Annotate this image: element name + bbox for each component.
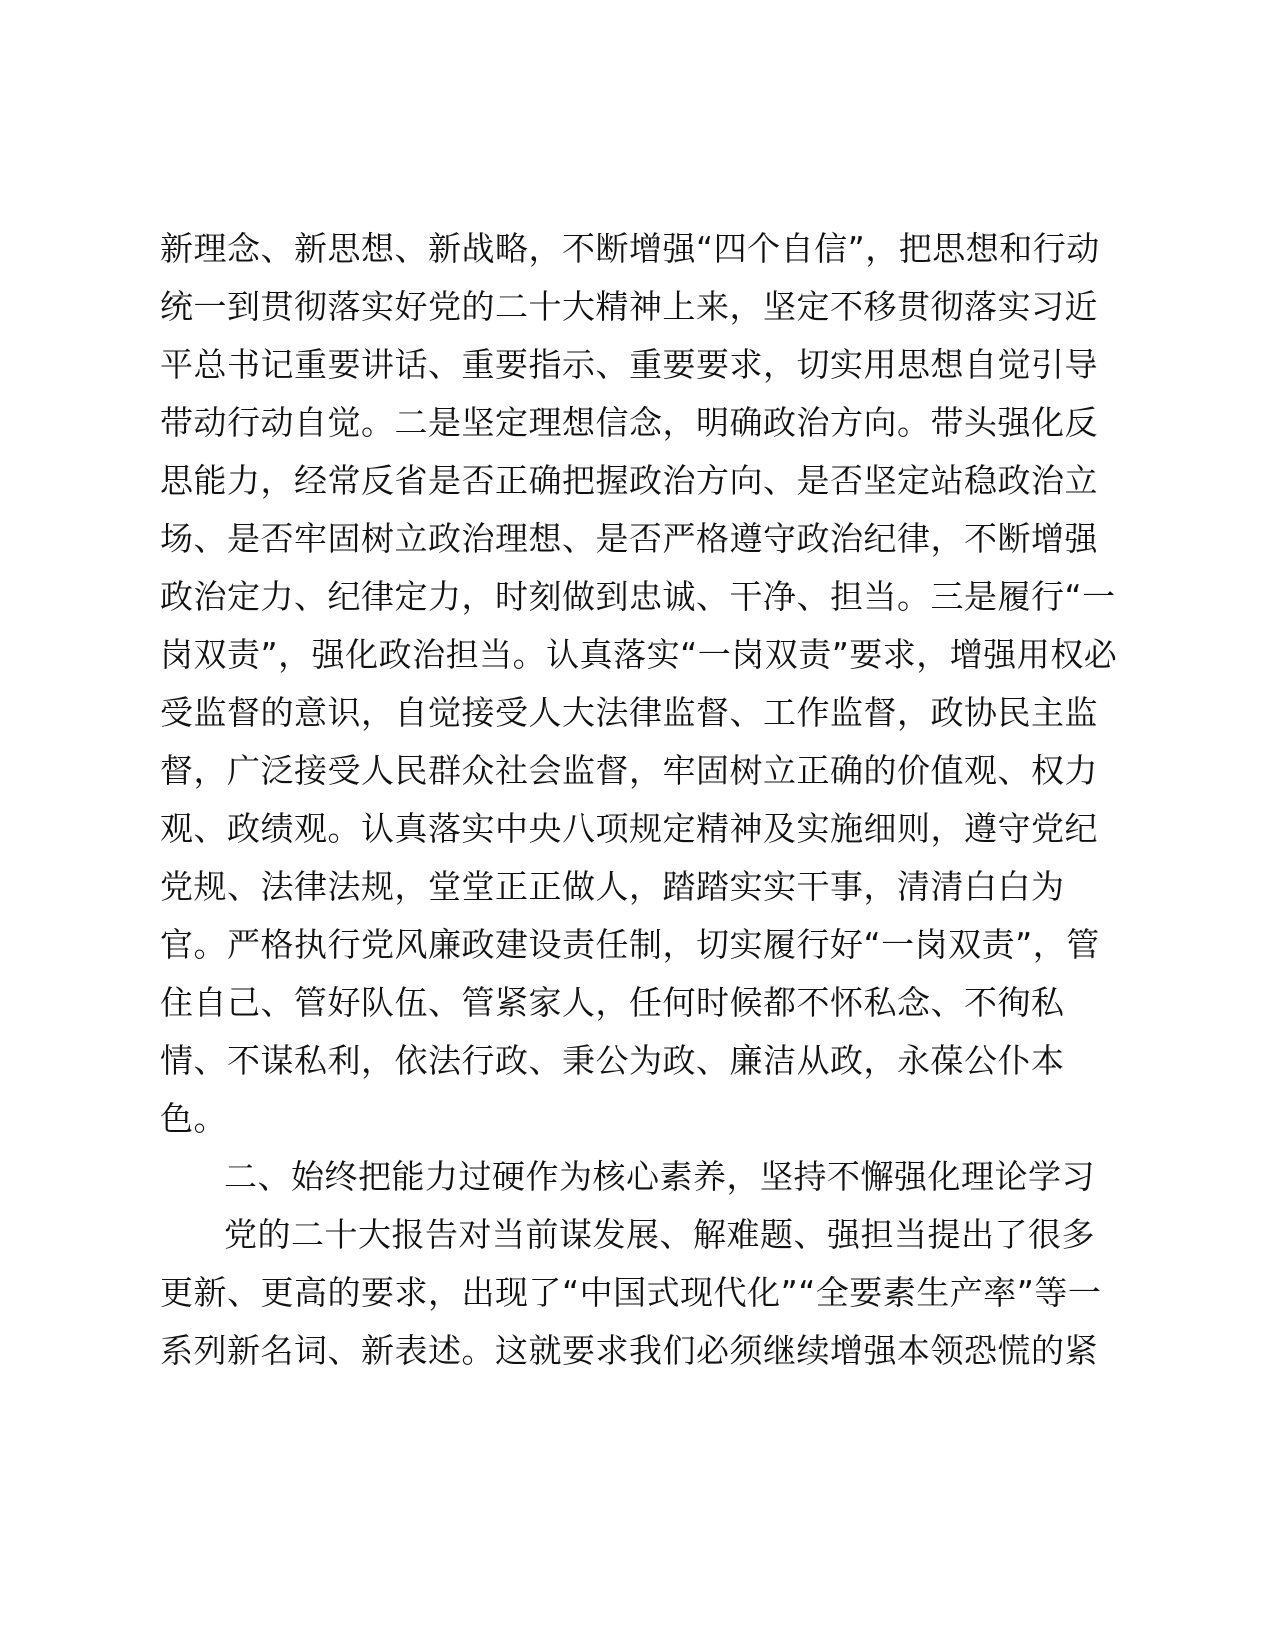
paragraph-line: 更新、更高的要求，出现了“中国式现代化”“全要素生产率”等一 xyxy=(160,1273,1102,1312)
paragraph-line: 官。严格执行党风廉政建设责任制，切实履行好“一岗双责”，管 xyxy=(160,925,1100,964)
paragraph-line: 思能力，经常反省是否正确把握政治方向、是否坚定站稳政治立 xyxy=(160,461,1098,500)
section-heading: 二、始终把能力过硬作为核心素养，坚持不懈强化理论学习 xyxy=(224,1157,1095,1196)
paragraph-line: 情、不谋私利，依法行政、秉公为政、廉洁从政，永葆公仆本 xyxy=(160,1041,1065,1080)
paragraph-line: 党规、法律法规，堂堂正正做人，踏踏实实干事，清清白白为 xyxy=(160,867,1065,906)
paragraph-line: 受监督的意识，自觉接受人大法律监督、工作监督，政协民主监 xyxy=(160,693,1098,732)
paragraph-line: 平总书记重要讲话、重要指示、重要要求，切实用思想自觉引导 xyxy=(160,345,1098,384)
paragraph-line: 新理念、新思想、新战略，不断增强“四个自信”，把思想和行动 xyxy=(160,229,1100,268)
paragraph-line: 场、是否牢固树立政治理想、是否严格遵守政治纪律，不断增强 xyxy=(160,519,1098,558)
paragraph-line: 督，广泛接受人民群众社会监督，牢固树立正确的价值观、权力 xyxy=(160,751,1098,790)
paragraph-line: 观、政绩观。认真落实中央八项规定精神及实施细则，遵守党纪 xyxy=(160,809,1098,848)
paragraph-line: 政治定力、纪律定力，时刻做到忠诚、干净、担当。三是履行“一 xyxy=(160,577,1116,616)
paragraph-line: 带动行动自觉。二是坚定理想信念，明确政治方向。带头强化反 xyxy=(160,403,1098,442)
paragraph-line: 岗双责”，强化政治担当。认真落实“一岗双责”要求，增强用权必 xyxy=(160,635,1118,674)
paragraph-line: 色。 xyxy=(160,1099,227,1138)
paragraph-line: 党的二十大报告对当前谋发展、解难题、强担当提出了很多 xyxy=(224,1215,1095,1254)
paragraph-line: 系列新名词、新表述。这就要求我们必须继续增强本领恐慌的紧 xyxy=(160,1331,1098,1370)
paragraph-line: 统一到贯彻落实好党的二十大精神上来，坚定不移贯彻落实习近 xyxy=(160,287,1098,326)
document-body xyxy=(160,220,1120,1380)
paragraph-line: 住自己、管好队伍、管紧家人，任何时候都不怀私念、不徇私 xyxy=(160,983,1065,1022)
